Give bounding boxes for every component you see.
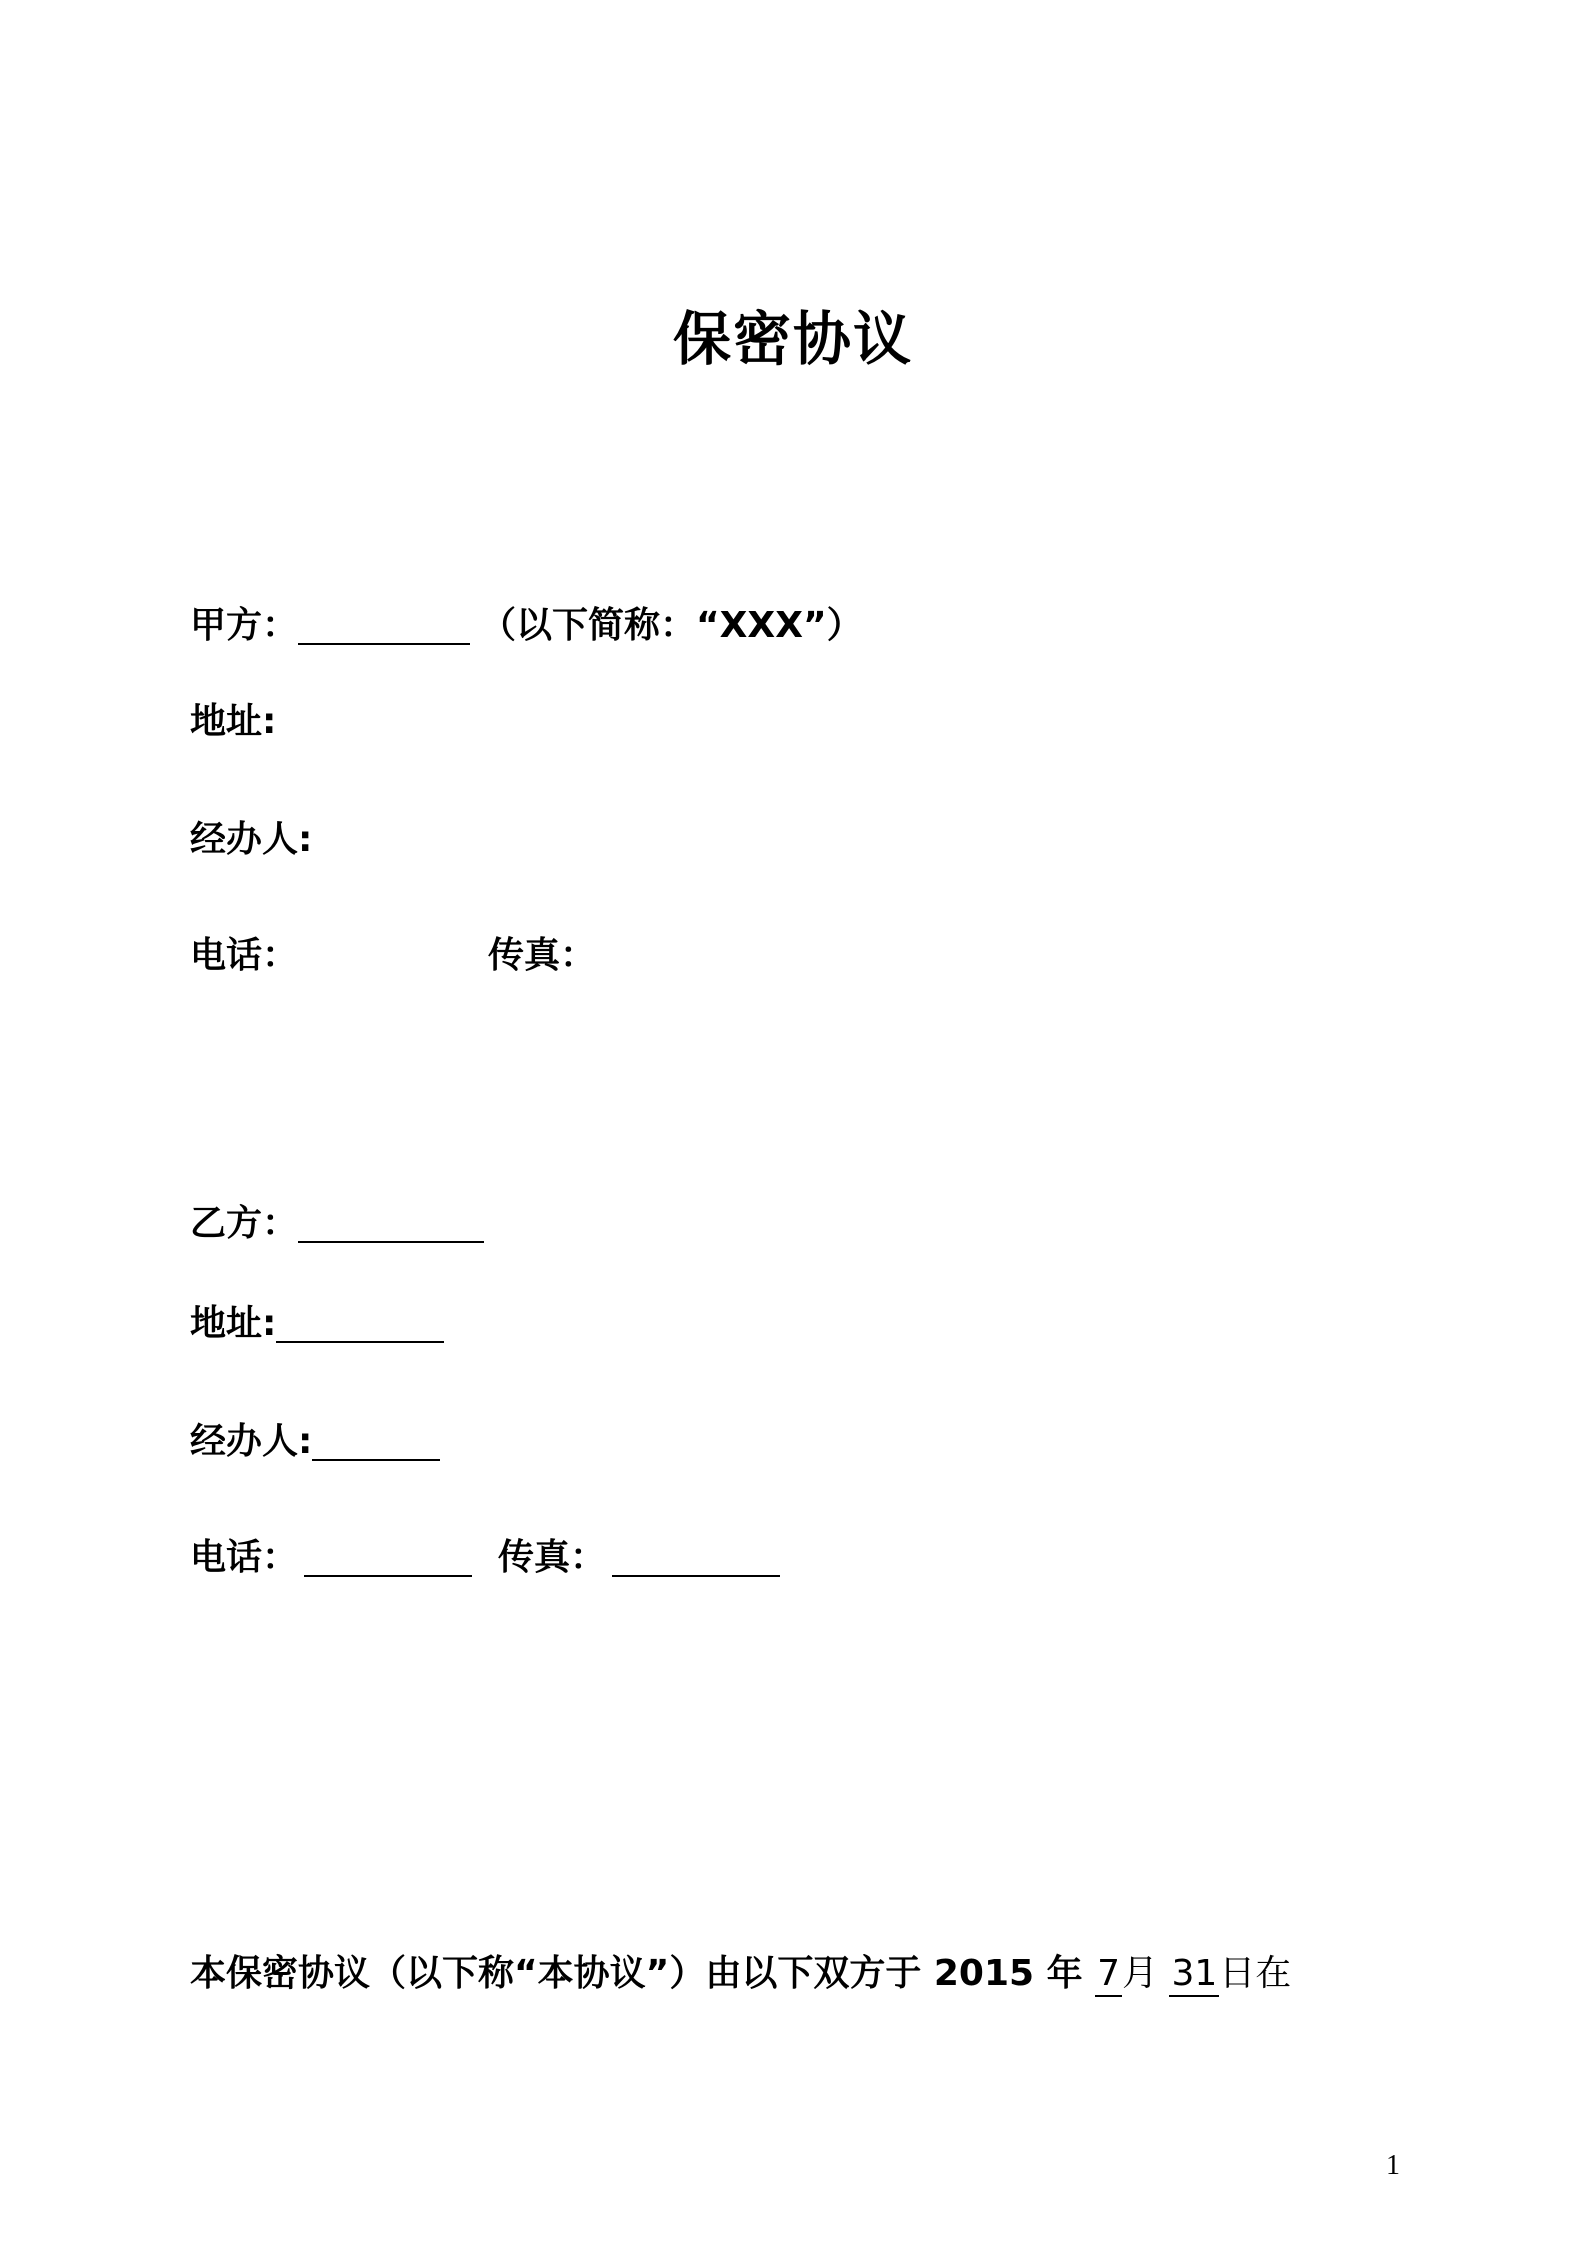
party-a-label: 甲方：: [190, 605, 299, 646]
intro-suffix: 日在: [1219, 1953, 1292, 1994]
party-b-phone-label: 电话：: [190, 1537, 299, 1578]
party-b-fax-label: 传真：: [498, 1537, 607, 1578]
party-b-fax-blank[interactable]: [612, 1539, 780, 1577]
party-a-abbrev: （以下简称：“XXX”）: [480, 605, 863, 646]
party-b-address-label: 地址:: [190, 1303, 277, 1344]
party-b-handler-blank[interactable]: [312, 1423, 440, 1461]
party-b-phone-blank[interactable]: [304, 1539, 472, 1577]
party-a-phone-label: 电话：: [190, 935, 299, 976]
party-a-handler-line: [190, 818, 312, 862]
party-a-fax-label: 传真：: [488, 935, 597, 976]
party-a-name-blank[interactable]: [298, 607, 470, 645]
party-b-phone-line: [190, 1536, 780, 1580]
party-a-fax-line: [488, 934, 596, 978]
party-b-name-blank[interactable]: [298, 1205, 484, 1243]
party-b-address-blank[interactable]: [276, 1305, 444, 1343]
intro-day: 31: [1169, 1953, 1219, 1997]
party-b-line: [190, 1202, 484, 1246]
party-b-label: 乙方：: [190, 1203, 299, 1244]
party-b-handler-line: [190, 1420, 440, 1464]
party-a-address-line: [190, 700, 276, 744]
intro-sentence: [190, 1952, 1291, 1997]
party-b-handler-label: 经办人:: [190, 1421, 313, 1462]
page-number: 1: [1386, 2150, 1400, 2181]
intro-month-unit: 月: [1122, 1953, 1170, 1994]
party-a-phone-line: [190, 934, 298, 978]
intro-prefix: 本保密协议（以下称“本协议”）由以下双方于 2015 年: [190, 1953, 1096, 1994]
party-a-handler-label: 经办人:: [190, 819, 313, 860]
document-title: 保密协议: [672, 305, 913, 373]
party-a-address-label: 地址:: [190, 701, 277, 742]
party-b-address-line: [190, 1302, 444, 1346]
intro-month: 7: [1095, 1953, 1122, 1997]
party-a-line: [190, 604, 863, 648]
